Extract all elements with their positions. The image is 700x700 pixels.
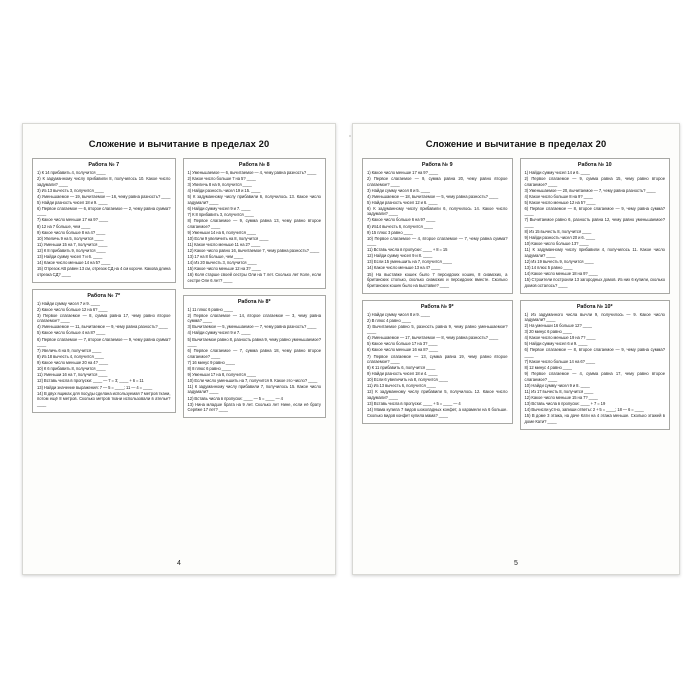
- task-item: 5) Какое число больше 17 на 3? ____: [367, 341, 438, 347]
- task-item: 3) Из 13 вычесть 3, получится ____: [37, 187, 104, 193]
- task-item: 6) Найди сумму чисел 9 и 7. ____: [187, 205, 251, 211]
- task-item: 5) Найди сумму чисел 6 и 9. ____: [524, 341, 588, 347]
- right-page-columns: [362, 158, 670, 548]
- task-item: 10) Если число уменьшить на 7, получится 9. Какое это число? ____: [187, 377, 318, 383]
- task-item: 4) Уменьшаемое — 11, вычитаемое — 9, чему равна разность? ____: [37, 324, 168, 330]
- work-block-title: Работа № 8*: [237, 298, 271, 305]
- task-item: 2) Какое число больше 7 на 5? ____: [187, 176, 256, 182]
- task-item: 10) Если 6 увеличить на 8, получится ____: [367, 377, 448, 383]
- task-item: 9) 15 плюс 3 равно ____: [367, 229, 413, 235]
- task-item: 4) Уменьшаемое — 19, вычитаемое — 16, чему равна разность? ____: [37, 193, 171, 199]
- task-item: 9) Уменьши 14 на 6, получится ____: [187, 229, 256, 235]
- task-item: 2) Первое слагаемое — 14, второе слагаемое — 3, чему равна сумма? ____: [187, 312, 321, 324]
- task-item: 3) Найди сумму чисел 8 и 5. ____: [367, 187, 430, 193]
- task-item: 1) Найди сумму чисел 14 и 6. ____: [524, 170, 590, 175]
- task-item: 8) Первое слагаемое — 9, сумма равна 13, чему равно второе слагаемое? ____: [187, 218, 321, 229]
- task-item: 14) Какое число меньше 13 на 4? ____: [367, 265, 441, 271]
- task-item: 9) Найди разность чисел 18 и 4. ____: [367, 371, 438, 377]
- work-block-8: [183, 158, 327, 289]
- task-item: 1) Из задуманного числа вычли 9, получилось — 9. Какое число задумали? ____: [524, 311, 665, 323]
- work-block-title: Работа № 7: [88, 162, 120, 168]
- task-item: 3) Первое слагаемое — 8, сумма равна 17, чему равно второе слагаемое? ____: [37, 312, 171, 324]
- left-column-2: [183, 158, 327, 548]
- right-column-1: [362, 158, 513, 548]
- work-block-title: Работа № 10*: [576, 303, 613, 310]
- task-item: 2) Первое слагаемое — 9, сумма равна 15, чему равно второе слагаемое? ____: [524, 176, 665, 187]
- task-item: 15) Какое число меньше 12 на 3? ____: [187, 266, 261, 272]
- task-item: 15) В доме 3 этажа, на даче Кати на 4 этажа меньше. Сколько этажей в доме Кати? ____: [524, 413, 665, 424]
- work-block-title: Работа № 8: [238, 162, 270, 168]
- task-item: 14) Какое число меньше 18 на 9? ____: [524, 270, 598, 276]
- work-block-title: Работа № 9: [421, 162, 453, 168]
- task-item: 11) К задуманному числу прибавили 7, получилось 15. Какое число задумали? ____: [187, 383, 321, 395]
- task-item: 5) Найди разность чисел 18 и 9. ____: [37, 199, 108, 205]
- task-item: 12) Вставь числа в пропуски: ____ — 5 = ____ — 4: [187, 395, 283, 401]
- work-block-title: Работа № 10: [577, 162, 612, 168]
- task-item: 1) 11 плюс 6 равно ____: [187, 306, 233, 312]
- left-page-heading: Сложение и вычитание в пределах 20: [88, 138, 270, 149]
- task-item: 4) Найди разность чисел 19 и 15. ____: [187, 188, 261, 194]
- work-block-title: Работа № 9*: [420, 303, 454, 310]
- task-item: 4) Какое число меньше 19 на 7? ____: [524, 335, 596, 341]
- work-block-title: Работа № 7*: [87, 292, 121, 299]
- task-item: 3) Вычитаемое равно 5, разность равна 9, чему равно уменьшаемое? ____: [367, 323, 508, 335]
- task-item: 9) Какое число больше 8 на 4? ____: [37, 229, 106, 235]
- work-block-10-star: [520, 300, 671, 430]
- task-item: 4) Найди сумму чисел 9 и 7. ____: [187, 330, 251, 336]
- right-page-heading: Сложение и вычитание в пределах 20: [425, 138, 607, 149]
- task-item: 2) В плюс 4 равно ____: [367, 317, 411, 323]
- work-block-7: [32, 158, 176, 283]
- task-item: 14) Из 20 вычесть 3, получится ____: [187, 259, 257, 265]
- task-item: 1) К 14 прибавить 4, получится ____: [37, 170, 106, 175]
- task-item: 4) Какое число больше 8 на 9? ____: [524, 193, 593, 199]
- spine-mark: [349, 135, 351, 137]
- task-item: 13) Найди значение выражения: 7 — 5 = ____; 11 — 4 = ____: [37, 384, 153, 390]
- task-item: 8) Из14 вычесть 6, получится ____: [367, 223, 433, 229]
- task-item: 8) 12 минус 4 равно ____: [524, 365, 572, 371]
- task-item: 8) Из 15 вычесть 8, получится ____: [524, 229, 592, 234]
- task-item: 12) К 8 прибавить 9, получится ____: [37, 247, 106, 253]
- task-item: 10) Найди сумму чисел 9 и 8. ____: [524, 382, 590, 388]
- task-item: 11) Из 17 вычесть 8, получится ____: [524, 388, 594, 394]
- task-item: 6) Первое слагаемое — 7, второе слагаемое — 9, чему равна сумма? ____: [37, 336, 171, 347]
- task-item: 12) Из 19 вычесть 9, получится ____: [524, 258, 594, 264]
- task-item: 10) Увеличь 9 на 5, получится ____: [37, 235, 104, 241]
- task-item: 12) Какое число равно 16, вычитаемое 7, чему равна разность? ____: [187, 247, 320, 253]
- task-item: 12) К задуманному числу прибавили 5, получилось 12. Какое число задумали? ____: [367, 389, 508, 400]
- task-item: 15) Отрезок АВ равен 13 см, отрезок СД на 4 см короче. Какова длина отрезка СД? ____: [37, 266, 171, 277]
- task-item: 8) К 11 прибавить 6, получится ____: [367, 365, 436, 371]
- task-item: 13) Вставь числа в пропуски: ____ + 5 = ____ — 4: [367, 400, 461, 406]
- task-item: 2) Какое число больше 12 на 6? ____: [37, 306, 108, 312]
- task-item: 7) Какое число меньше 17 на 9? ____: [37, 217, 109, 223]
- task-item: 2) К задуманному числу прибавили 8, получилось 10. Какое число задумали? ____: [37, 176, 171, 187]
- work-block-8-star: [183, 295, 327, 418]
- task-item: 13) 14 плюс 5 равно ____: [524, 264, 573, 270]
- task-item: 3) Увеличь 8 на 9, получится ____: [187, 182, 252, 188]
- task-item: 4) Уменьшаемое — 17, вычитаемое — 8, чему равна разность? ____: [367, 335, 499, 341]
- page-number-right: 5: [514, 560, 518, 567]
- task-item: 13) 17 на 8 больше, чем ____: [187, 253, 244, 259]
- task-item: 7) Какое число больше 14 на 6? ____: [524, 359, 596, 365]
- task-item: 12) Найди сумму чисел 9 и 8. ____: [367, 253, 433, 259]
- work-block-9-star: [362, 300, 513, 424]
- task-item: 11) Вставь числа в пропуски: ____ + 8 = 15: [367, 247, 448, 253]
- task-item: 16) Коля старше своей сестры Оли на 7 лет. Сколько лет Коле, если сестре Оле 6 лет? ____: [187, 272, 321, 283]
- task-item: 11) Какое число меньше 11 на 2? ____: [187, 241, 261, 247]
- task-item: 5) Какое число больше 4 на 8? ____: [37, 330, 106, 336]
- task-item: 15) Строители построили 13 загородных домов. Из них 6 купили, сколько домов осталось? ____: [524, 277, 665, 288]
- task-item: 9) Найди разность чисел 20 и 6. ____: [524, 235, 596, 241]
- task-item: 9) Уменьши 17 на 8, получится ____: [187, 371, 256, 377]
- task-item: 6) Первое слагаемое — 6, второе слагаемое — 2, чему равна сумма? ____: [37, 205, 171, 217]
- task-item: 1) Какое число меньше 17 на 9? ____: [367, 170, 439, 175]
- task-item: 13) Нина младше брата на 9 лет. Сколько лет Нине, если её брату Серёже 17 лет? ____: [187, 401, 321, 413]
- right-page: [352, 123, 680, 575]
- task-item: 3) 20 минус 6 равно ____: [524, 329, 572, 335]
- task-item: 8) 8 плюс 6 равно ____: [187, 365, 231, 371]
- task-item: 7) Увеличь 6 на 9, получится ____: [37, 348, 102, 354]
- left-column-1: [32, 158, 176, 548]
- left-page-columns: [32, 158, 326, 548]
- task-item: 14) Мама купила 7 видов шоколадных конфет, а карамели на 6 больше. Сколько видов конфет купила мама? ____: [367, 407, 508, 418]
- task-item: 10) Какое число больше 13? ____: [524, 241, 589, 247]
- right-column-2: [520, 158, 671, 548]
- task-item: 10) Если 9 увеличить на 8, получится ____: [187, 235, 269, 241]
- work-block-10: [520, 158, 671, 294]
- work-block-9: [362, 158, 513, 294]
- task-item: 12) Какое число меньше 15 на 7? ____: [524, 394, 598, 400]
- task-item: 1) Найди сумму чисел 8 и 9. ____: [367, 311, 430, 317]
- task-item: 6) Первое слагаемое — 8, второе слагаемое — 9, чему равна сумма? ____: [524, 347, 665, 358]
- task-item: 11) Уменьши 16 на 7, получится ____: [37, 372, 108, 378]
- task-item: 14) Какое число меньше 14 на 5? ____: [37, 259, 111, 265]
- task-item: 13) Если 15 уменьшить на 7, получится ____: [367, 259, 452, 265]
- task-item: 3) Вычитаемое — 5, уменьшаемое — 7, чему равна разность? ____: [187, 324, 317, 330]
- task-item: 2) Первое слагаемое — 9, сумма равна 20, чему равно второе слагаемое? ____: [367, 176, 508, 187]
- task-item: 12) Вставь числа в пропуски: ____ — 7 = 3; ____ + 6 = 11: [37, 378, 144, 384]
- task-item: 5) Какое число меньше 12 на 5? ____: [524, 199, 596, 205]
- task-item: 1) Найди сумму чисел 7 и 9. ____: [37, 300, 100, 306]
- task-item: 5) Найди разность чисел 12 и 6. ____: [367, 199, 438, 205]
- task-item: 14) Вычисли устно, запиши ответы: 2 + 5 = ____; 18 — 6 = ____: [524, 407, 644, 413]
- task-item: 10) Первое слагаемое — 4, второе слагаемое — 7, чему равна сумма? ____: [367, 235, 508, 247]
- task-item: 6) Первое слагаемое — 7, сумма равна 18, чему равно второе слагаемое? ____: [187, 348, 321, 359]
- work-block-7-star: [32, 289, 176, 413]
- task-item: 14) В двух ящиках для посуды сделана используемая 7 метров ткани, потом ещё 8 метров. Сколько метров ткани использовали в ателье? ____: [37, 390, 171, 407]
- task-item: 5) Вычитаемое равно 8, разность равна 9, чему равно уменьшаемое? ____: [187, 336, 321, 347]
- task-item: 7) Первое слагаемое — 13, сумма равна 19, чему равно второе слагаемое? ____: [367, 353, 508, 365]
- task-item: 6) Первое слагаемое — 8, второе слагаемое — 9, чему равна сумма? ____: [524, 205, 665, 217]
- left-page: [22, 123, 336, 575]
- task-item: 13) Вставь числа в пропуски: ____ + 7 = 19: [524, 400, 606, 406]
- task-item: 1) Уменьшаемое — 6, вычитаемое — 4, чему равна разность? ____: [187, 170, 317, 175]
- task-item: 8) 12 на 7 больше, чем ____: [37, 223, 91, 229]
- task-item: 7) 16 минус 9 равно ____: [187, 359, 235, 365]
- task-item: 7) К 8 прибавить 3, получится ____: [187, 211, 254, 217]
- task-item: 5) К задуманному числу прибавили 6, получилось 13. Какое число задумали? ____: [187, 194, 321, 205]
- task-item: 6) К задуманному числу прибавили 6, получилось 14. Какое число задумали? ____: [367, 205, 508, 217]
- task-item: 8) Из 18 вычесть 4, получится ____: [37, 354, 104, 360]
- task-item: 15) На выставке кошек было 7 персидских кошек, 8 сиамских, а британских столько, сколько сиамских и персидских вместе. Сколько британских кошек было на выставке? ____: [367, 271, 508, 288]
- task-item: 7) Какое число больше 6 на 9? ____: [367, 217, 436, 223]
- task-item: 6) Какое число меньше 16 на 8? ____: [367, 347, 439, 353]
- task-item: 11) К задуманному числу прибавили 4, получилось 11. Какое число задумали? ____: [524, 247, 665, 258]
- task-item: 2) На уменьши 16 больше 12? ____: [524, 323, 592, 329]
- task-item: 10) К 6 прибавить 8, получится ____: [37, 366, 106, 372]
- task-item: 11) Уменьши 15 на 7, получится ____: [37, 241, 108, 247]
- page-number-left: 4: [177, 560, 181, 567]
- task-item: 4) Уменьшаемое — 18, вычитаемое — 5, чему равна разность? ____: [367, 193, 499, 199]
- task-item: 9) Какое число меньше 20 на 4? ____: [37, 360, 109, 366]
- task-item: 7) Вычитаемое равно 6, разность равна 12, чему равно уменьшаемое? ____: [524, 217, 665, 228]
- task-item: 9) Первое слагаемое — 4, сумма равна 17, чему равно второе слагаемое? ____: [524, 371, 665, 382]
- task-item: 11) Из 13 вычесть 6, получится ____: [367, 383, 436, 389]
- task-item: 3) Уменьшаемое — 20, вычитаемое — 7, чему равна разность? ____: [524, 187, 656, 193]
- task-item: 13) Найди сумму чисел 7 и 6. ____: [37, 253, 103, 259]
